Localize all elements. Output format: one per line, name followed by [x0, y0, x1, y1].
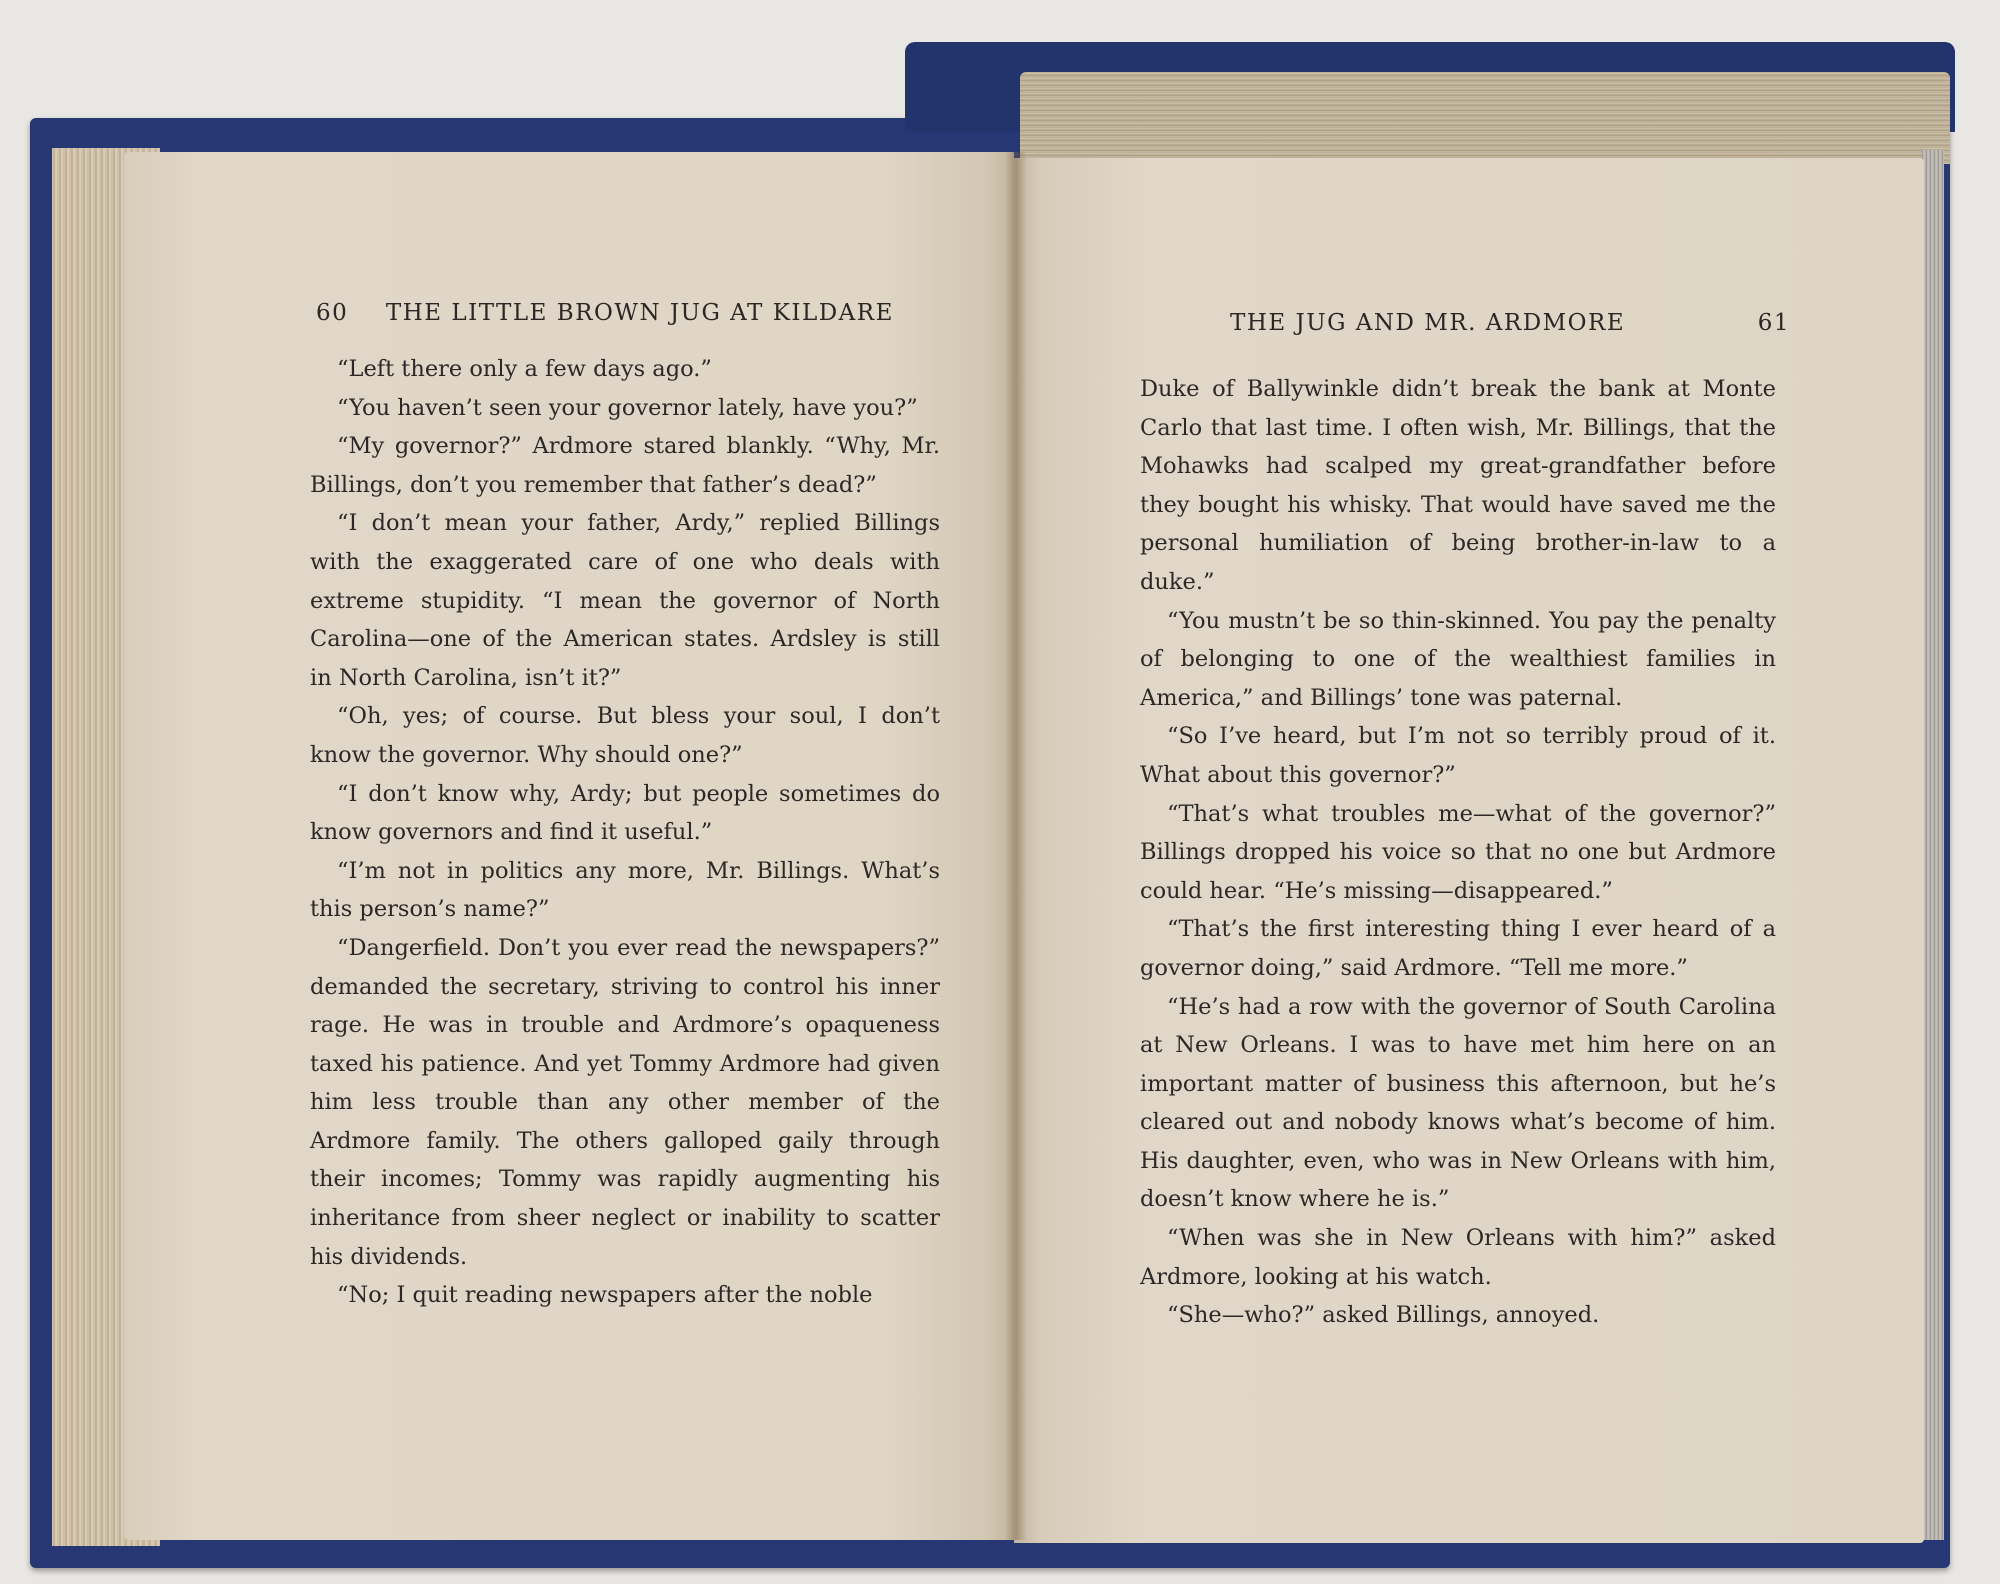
book-gutter — [1005, 152, 1027, 1540]
paragraph: “So I’ve heard, but I’m not so terribly proud of it. What about this governor?” — [1140, 723, 1776, 788]
right-page-text — [1140, 370, 1776, 1335]
paragraph: “I don’t mean your father, Ardy,” replied Billings with the exaggerated care of one who deals with extreme stupidity. “I mean the governor of North Carolina—one of the American states. Ardsley is still in North Carolina, isn’t it?” — [310, 510, 940, 691]
left-page-text — [310, 350, 940, 1315]
paragraph: “She—who?” asked Billings, annoyed. — [1167, 1302, 1600, 1329]
right-running-head: THE JUG AND MR. ARDMORE — [1230, 310, 1626, 336]
paragraph: “Left there only a few days ago.” — [337, 356, 712, 382]
right-page-number: 61 — [1757, 310, 1790, 336]
left-page-header — [316, 300, 894, 326]
right-page — [1014, 158, 1924, 1543]
left-running-head: THE LITTLE BROWN JUG AT KILDARE — [385, 300, 894, 326]
paragraph: “I’m not in politics any more, Mr. Billings. What’s this person’s name?” — [310, 857, 940, 923]
paragraph: “That’s the first interesting thing I ever heard of a governor doing,” said Ardmore. “Tell me more.” — [1140, 916, 1776, 981]
paragraph-continued: Duke of Ballywinkle didn’t break the bank at Monte Carlo that last time. I often wish, Mr. Billings, that the Mohawks had scalped my great-grandfather before they bought his whisky. That would have saved me the personal humiliation of being brother-in-law to a duke.” — [1140, 376, 1776, 595]
paragraph: “My governor?” Ardmore stared blankly. “Why, Mr. Billings, don’t you remember that father’s dead?” — [310, 433, 940, 498]
paragraph: “You haven’t seen your governor lately, have you?” — [337, 394, 918, 421]
left-page — [124, 152, 1014, 1540]
paragraph: “He’s had a row with the governor of South Carolina at New Orleans. I was to have met him here on an important matter of business this afternoon, but he’s cleared out and nobody knows what’s become of him. His daughter, even, who was in New Orleans with him, doesn’t know where he is.” — [1140, 993, 1776, 1213]
paragraph: “Oh, yes; of course. But bless your soul, I don’t know the governor. Why should one?” — [310, 703, 940, 768]
paragraph: “That’s what troubles me—what of the governor?” Billings dropped his voice so that no one but Ardmore could hear. “He’s missing—disappeared.” — [1140, 800, 1776, 904]
paragraph: “No; I quit reading newspapers after the noble — [337, 1282, 873, 1309]
paragraph: “I don’t know why, Ardy; but people sometimes do know governors and find it useful.” — [310, 780, 940, 846]
page-edges-top — [1020, 72, 1950, 164]
paragraph: “Dangerfield. Don’t you ever read the newspapers?” demanded the secretary, striving to control his inner rage. He was in trouble and Ardmore’s opaqueness taxed his patience. And yet Tommy Ardmore had given him less trouble than any other member of the Ardmore family. The others galloped gaily through their incomes; Tommy was rapidly augmenting his inheritance from sheer neglect or inability to scatter his dividends. — [310, 934, 940, 1270]
left-page-number: 60 — [316, 300, 349, 326]
paragraph: “When was she in New Orleans with him?” asked Ardmore, looking at his watch. — [1140, 1225, 1776, 1290]
right-page-header — [1230, 310, 1790, 336]
paragraph: “You mustn’t be so thin-skinned. You pay the penalty of belonging to one of the wealthiest families in America,” and Billings’ tone was paternal. — [1140, 607, 1776, 711]
page-edges-right — [1922, 150, 1944, 1540]
